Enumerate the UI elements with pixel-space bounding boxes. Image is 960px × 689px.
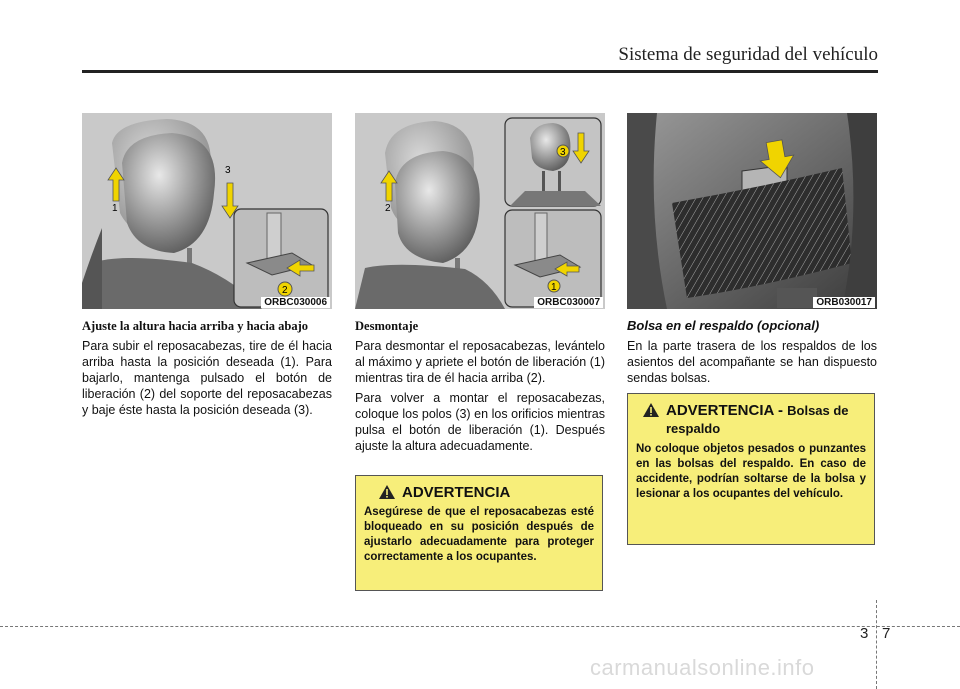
callout-1: 1 xyxy=(112,203,118,214)
page-number: 7 xyxy=(882,625,891,642)
header-rule xyxy=(82,70,878,73)
chapter-number: 3 xyxy=(860,625,869,642)
figure-code: ORBC030007 xyxy=(534,297,603,308)
column-1 xyxy=(82,318,332,422)
warning-triangle-icon xyxy=(378,484,396,500)
paragraph: Para desmontar el reposacabezas, levántelo al máximo y apriete el botón de liberación (1) mientras tira de él hacia arriba (2). xyxy=(355,339,605,385)
paragraph: En la parte trasera de los respaldos de los asientos del acompañante se han dispuesto sendas bolsas. xyxy=(627,339,877,385)
callout-1: 1 xyxy=(551,282,557,293)
paragraph: Para volver a montar el reposacabezas, coloque los polos (3) en los orificios mientras pulsa el botón de liberación (1). Después ajuste la altura adecuadamente. xyxy=(355,391,605,453)
callout-2: 2 xyxy=(282,285,288,296)
column-3 xyxy=(627,318,877,390)
figure-headrest-removal xyxy=(355,113,605,309)
callout-3: 3 xyxy=(225,165,231,176)
warning-title: ADVERTENCIA xyxy=(402,484,511,501)
section-heading: Desmontaje xyxy=(355,319,419,333)
column-2 xyxy=(355,318,605,458)
section-heading: Ajuste la altura hacia arriba y hacia abajo xyxy=(82,319,309,333)
warning-box-seatback-pocket xyxy=(627,393,875,545)
callout-3: 3 xyxy=(560,147,566,158)
figure-code: ORB030017 xyxy=(813,297,875,308)
figure-seatback-pocket xyxy=(627,113,877,309)
watermark: carmanualsonline.info xyxy=(590,655,815,680)
warning-subtitle: Bolsas de respaldo xyxy=(666,403,849,436)
page-header-title: Sistema de seguridad del vehículo xyxy=(618,44,878,65)
figure-headrest-adjust xyxy=(82,113,332,309)
footer-divider xyxy=(876,600,877,689)
warning-title: ADVERTENCIA - xyxy=(666,402,788,419)
warning-triangle-icon xyxy=(642,402,660,418)
callout-2: 2 xyxy=(385,203,391,214)
figure-code: ORBC030006 xyxy=(261,297,330,308)
warning-box-headrest xyxy=(355,475,603,591)
section-heading: Bolsa en el respaldo (opcional) xyxy=(627,318,820,333)
footer-rule xyxy=(0,626,960,627)
warning-text: No coloque objetos pesados o punzantes en las bolsas del respaldo. En caso de accidente, podrían soltarse de la bolsa y lesionar a los ocupantes del vehículo. xyxy=(636,443,866,500)
paragraph: Para subir el reposacabezas, tire de él hacia arriba hasta la posición deseada (1). Para bajarlo, mantenga pulsado el botón de liberación (2) del soporte del reposacabezas y baje éste hasta la posición deseada (3). xyxy=(82,339,332,417)
warning-text: Asegúrese de que el reposacabezas esté bloqueado en su posición después de ajustarlo adecuadamente para proteger correctamente a los ocupantes. xyxy=(364,506,594,563)
